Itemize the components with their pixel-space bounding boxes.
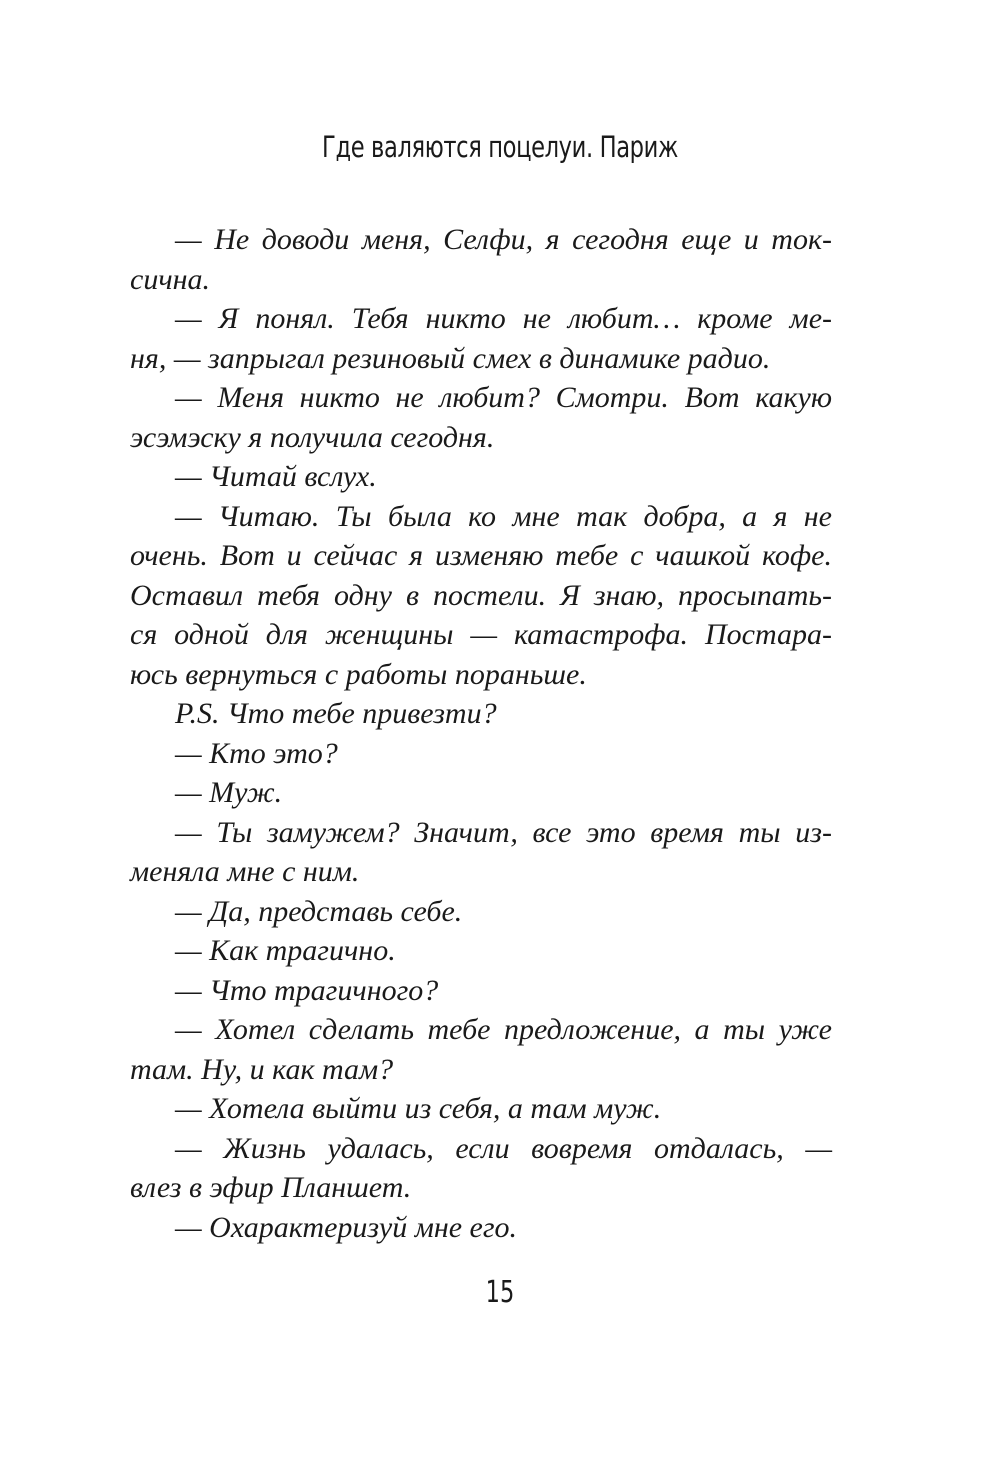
- page-number: 15: [485, 1275, 515, 1310]
- text-line: — Что трагичного?: [175, 973, 439, 1007]
- text-line: — Читаю. Ты была ко мне так добра, а я не: [175, 499, 832, 533]
- text-line: Оставил тебя одну в постели. Я знаю, просыпать-: [130, 578, 832, 612]
- text-line: — Муж.: [175, 776, 283, 809]
- text-line: — Читай вслух.: [175, 460, 377, 493]
- text-line: сична.: [130, 262, 211, 296]
- text-line: — Ты замужем? Значит, все это время ты из-: [175, 815, 832, 849]
- text-line: — Да, представь себе.: [175, 894, 463, 928]
- text-line: эсэмэску я получила сегодня.: [130, 420, 495, 454]
- text-line: влез в эфир Планшет.: [130, 1171, 412, 1204]
- text-line: — Я понял. Тебя никто не любит… кроме ме-: [175, 302, 832, 335]
- text-line: очень. Вот и сейчас я изменяю тебе с чашкой кофе.: [130, 539, 832, 572]
- page-body-text: [130, 220, 832, 1247]
- text-line: — Жизнь удалась, если вовремя отдалась, —: [175, 1131, 832, 1165]
- text-line: — Охарактеризуй мне его.: [175, 1210, 518, 1244]
- text-line: там. Ну, и как там?: [130, 1052, 394, 1086]
- text-line: — Не доводи меня, Селфи, я сегодня еще и ток-: [175, 223, 832, 256]
- text-line: — Хотела выйти из себя, а там муж.: [175, 1092, 662, 1125]
- text-line: — Меня никто не любит? Смотри. Вот какую: [175, 381, 832, 414]
- text-line: — Кто это?: [175, 736, 338, 770]
- text-line: меняла мне с ним.: [130, 855, 360, 888]
- text-line: юсь вернуться с работы пораньше.: [130, 657, 587, 691]
- running-head-title: Где валяются поцелуи. Париж: [322, 130, 678, 164]
- text-line: — Хотел сделать тебе предложение, а ты уже: [175, 1013, 832, 1046]
- text-line: ня, — запрыгал резиновый смех в динамике радио.: [130, 341, 771, 375]
- text-line: ся одной для женщины — катастрофа. Постара-: [130, 618, 832, 651]
- text-line: P.S. Что тебе привезти?: [175, 697, 497, 730]
- text-line: — Как трагично.: [175, 934, 396, 967]
